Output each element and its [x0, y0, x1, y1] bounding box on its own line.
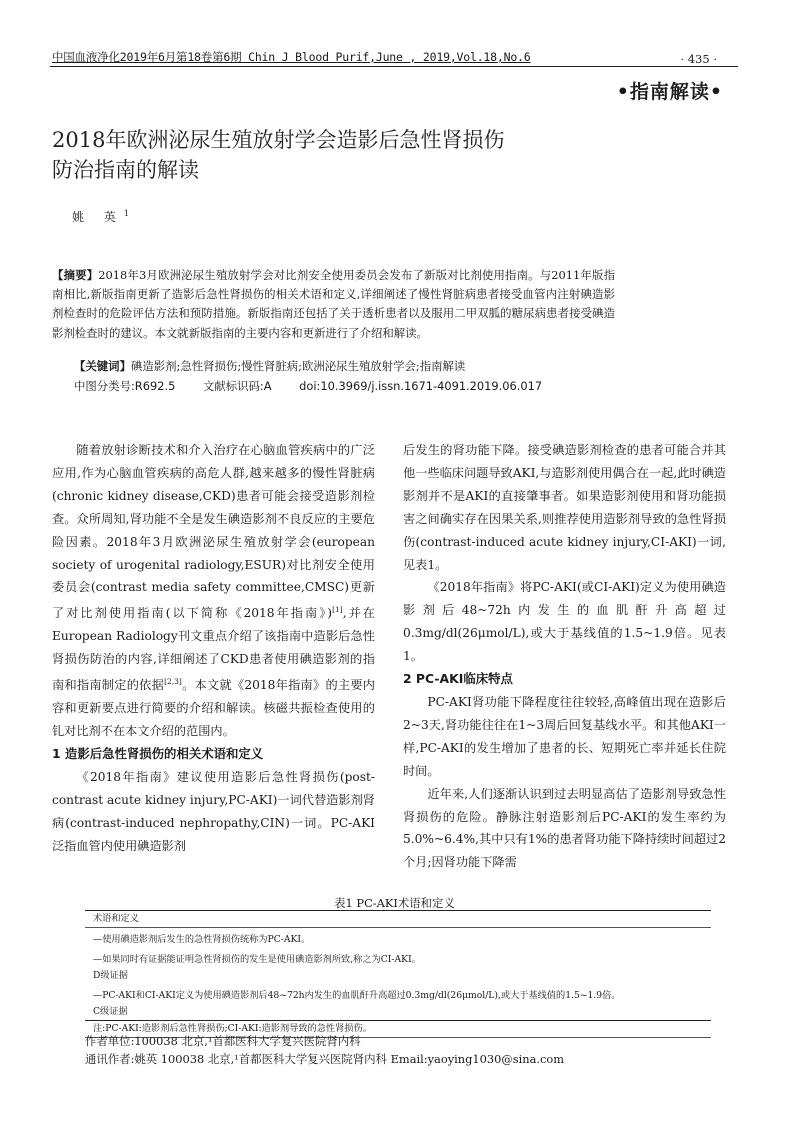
clc-number: 中图分类号:R692.5 [74, 379, 176, 393]
keywords [74, 358, 465, 374]
paragraph: 后发生的肾功能下降。接受碘造影剂检查的患者可能合并其他一些临床问题导致AKI,与造影剂使用偶合在一起,此时碘造影剂并不是AKI的直接肇事者。如果造影剂使用和肾功能损害之间确实存在因果关系,则推荐使用造影剂导致的急性肾损伤(contrast-induced acute kidney injury,CI-AKI)一词,见表1。 [403, 443, 726, 572]
journal-header: 中国血液净化2019年6月第18卷第6期 Chin J Blood Purif,June , 2019,Vol.18,No.6 [52, 50, 531, 64]
corresponding-author: 通讯作者:姚英 100038 北京,¹首都医科大学复兴医院肾内科 Email:yaoying1030@sina.com [85, 1052, 565, 1066]
abstract-label: 【摘要】 [52, 268, 99, 282]
section-tag: •指南解读• [616, 81, 723, 103]
table-note: 注:PC-AKI:造影剂后急性肾损伤;CI-AKI:造影剂导致的急性肾损伤。 [93, 1023, 372, 1034]
paragraph: 近年来,人们逐渐认识到过去明显高估了造影剂导致急性肾损伤的危险。静脉注射造影剂后PC-AKI的发生率约为5.0%~6.4%,其中只有1%的患者肾功能下降持续时间超过2个月;因肾功能下降需 [403, 786, 726, 870]
body-column-right [403, 439, 726, 874]
paragraph-text: ,并在European Radiology刊文重点介绍了该指南中造影后急性肾损伤防治的内容,详细阐述了CKD患者使用碘造影剂的指南和指南制定的依据 [52, 606, 375, 693]
page-number: · 435 · [680, 52, 717, 66]
classification-line [74, 378, 566, 394]
paragraph: PC-AKI肾功能下降程度往往较轻,高峰值出现在造影后2~3天,肾功能往往在1~3周后回复基线水平。和其他AKI一样,PC-AKI的发生增加了患者的长、短期死亡率并延长住院时间。 [403, 694, 726, 778]
header-rule [50, 66, 738, 67]
table-row: —使用碘造影剂后发生的急性肾损伤统称为PC-AKI。 [93, 934, 311, 945]
doi-link[interactable]: doi:10.3969/j.issn.1671-4091.2019.06.017 [299, 379, 543, 393]
title-line-1: 2018年欧洲泌尿生殖放射学会造影后急性肾损伤 [52, 128, 505, 152]
footnotes [85, 1032, 564, 1068]
evidence-level: C级证据 [93, 1006, 128, 1017]
table-header: 术语和定义 [93, 913, 139, 924]
evidence-level: D级证据 [93, 970, 128, 981]
keywords-text: 碘造影剂;急性肾损伤;慢性肾脏病;欧洲泌尿生殖放射学会;指南解读 [130, 359, 466, 373]
paragraph-text: 。本文就《2018年指南》的主要内容和更新要点进行简要的介绍和解读。核磁共振检查使用的钆对比剂不在本文介绍的范围内。 [52, 678, 375, 738]
title-line-2: 防治指南的解读 [52, 158, 199, 182]
section-heading-2: 2 PC-AKI临床特点 [403, 671, 513, 687]
terms-table [85, 910, 711, 1038]
table-header-rule [85, 927, 711, 928]
table-row: —PC-AKI和CI-AKI定义为使用碘造影剂后48~72h内发生的血肌酐升高超过0.3mg/dl(26μmol/L),或大于基线值的1.5~1.9倍。 [93, 990, 621, 1001]
keywords-label: 【关键词】 [74, 359, 131, 373]
table-row: —如果同时有证据能证明急性肾损伤的发生是使用碘造影剂所致,称之为CI-AKI。 [93, 954, 421, 965]
paragraph-text: 随着放射诊断技术和介入治疗在心脑血管疾病中的广泛应用,作为心脑血管疾病的高危人群,越来越多的慢性肾脏病(chronic kidney disease,CKD)患者可能会接受造影剂检查。众所周知,肾功能不全是发生碘造影剂不良反应的主要危险因素。2018年3月欧洲泌尿生殖放射学会(european society of urogenital radiology,ESUR)对比剂安全使用委员会(contrast media safety committee,CMSC)更新了对比剂使用指南(以下简称《2018年指南》) [52, 443, 375, 621]
document-code: 文献标识码:A [202, 379, 272, 393]
author-name: 姚 英 [72, 210, 124, 224]
citation[interactable]: [2,3] [164, 677, 182, 687]
abstract-text: 2018年3月欧洲泌尿生殖放射学会对比剂安全使用委员会发布了新版对比剂使用指南。与2011年版指南相比,新版指南更新了造影后急性肾损伤的相关术语和定义,详细阐述了慢性肾脏病患者接受血管内注射碘造影剂检查时的危险评估方法和预防措施。新版指南还包括了关于透析患者以及服用二甲双胍的糖尿病患者接受碘造影剂检查时的建议。本文就新版指南的主要内容和更新进行了介绍和解读。 [52, 268, 615, 340]
paragraph [52, 439, 375, 743]
citation[interactable]: [1] [332, 605, 343, 615]
author [72, 208, 129, 225]
section-heading-1: 1 造影后急性肾损伤的相关术语和定义 [52, 745, 264, 761]
body-column-left [52, 439, 375, 857]
table-caption: 表1 PC-AKI术语和定义 [334, 896, 455, 910]
abstract [52, 266, 615, 343]
paragraph: 《2018年指南》将PC-AKI(或CI-AKI)定义为使用碘造影剂后48~72h内发生的血肌酐升高超过0.3mg/dl(26μmol/L),或大于基线值的1.5~1.9倍。见表1。 [403, 580, 726, 664]
article-title [52, 125, 504, 185]
paragraph: 《2018年指南》建议使用造影后急性肾损伤(post-contrast acute kidney injury,PC-AKI)一词代替造影剂肾病(contrast-induced nephropathy,CIN)一词。PC-AKI泛指血管内使用碘造影剂 [52, 769, 375, 853]
author-affiliation-mark: 1 [123, 209, 129, 218]
author-affiliation: 作者单位:100038 北京,¹首都医科大学复兴医院肾内科 [85, 1034, 361, 1048]
